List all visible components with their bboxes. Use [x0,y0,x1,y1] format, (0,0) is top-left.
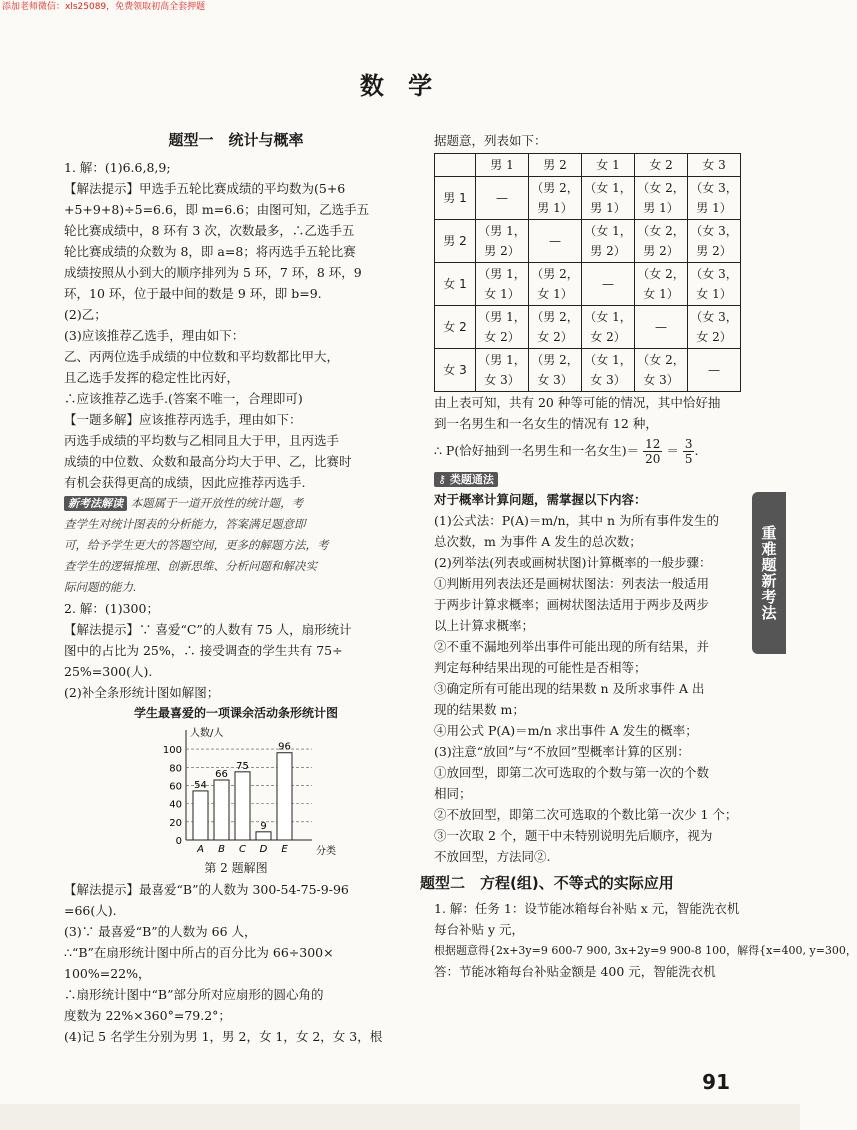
x-tick-label: A [197,844,204,855]
table-cell: （男 2，女 1） [529,263,582,306]
table-header-cell: 男 1 [476,154,529,177]
table-row [435,177,741,220]
answer-line: 【解法提示】甲选手五轮比赛成绩的平均数为(5+6 [64,181,346,196]
table-cell: （女 1，女 2） [582,306,635,349]
table-cell: （女 2，女 3） [635,349,688,392]
footer-strip [0,1104,800,1130]
method-line: 判定每种结果出现的可能性是否相等； [434,660,647,675]
answer-line: 且乙选手发挥的稳定性比丙好， [64,370,240,385]
commentary-line: 可，给予学生更大的答题空间，更多的解题方法，考 [64,538,329,552]
bar-value-label: 96 [278,741,291,753]
y-tick-label: 20 [169,817,182,829]
table-cell: — [529,220,582,263]
page-title: 数 学 [359,72,441,100]
answer-line: 环，10 环，位于最中间的数是 9 环，即 b=9. [64,286,322,301]
answer-line: 丙选手成绩的平均数与乙相同且大于甲，且丙选手 [64,433,340,448]
answer-line: 由上表可知，共有 20 种等可能的情况，其中恰好抽 [434,395,721,410]
method-line: 不放回型，方法同②. [434,849,551,864]
answer-line: (3)应该推荐乙选手，理由如下： [64,328,245,343]
method-line: 现的结果数 m； [434,702,525,717]
x-tick-label: E [281,844,288,855]
answer-line: =66(人). [64,903,117,918]
method-tag-line [434,468,742,489]
row-header: 女 3 [435,349,476,392]
table-cell: （女 3，女 1） [688,263,741,306]
answer-line: 答：节能冰箱每台补贴金额是 400 元，智能洗衣机 [434,964,716,979]
y-axis-label: 人数/人 [190,728,224,739]
answer-line: (3)∵ 最喜爱“B”的人数为 66 人， [64,924,257,939]
table-cell: （男 1，女 3） [476,349,529,392]
y-tick-label: 60 [169,781,182,793]
commentary-line: 查学生的逻辑推理、创新思维、分析问题和解决实 [64,559,317,573]
bar-C [235,772,250,840]
bar-value-label: 66 [215,769,228,780]
left-column [64,130,408,1047]
commentary-line: 新考法解读 本题属于一道开放性的统计题，考 [64,493,408,514]
table-header-cell: 女 3 [688,154,741,177]
answer-line: 图中的占比为 25%，∴ 接受调查的学生共有 75÷ [64,643,343,658]
page-number: 91 [702,1070,730,1094]
row-header: 女 1 [435,263,476,306]
new-method-tag: 新考法解读 [64,496,127,511]
row-header: 女 2 [435,306,476,349]
bar-A [193,791,208,840]
chart-title: 学生最喜爱的一项课余活动条形统计图 [133,706,338,720]
answer-line: (4)记 5 名学生分别为男 1，男 2，女 1，女 2，女 3，根 [64,1029,383,1044]
method-line: ②不放回型，即第二次可选取的个数比第一次少 1 个； [434,807,738,822]
bar-B [214,780,229,840]
outcome-table [434,153,741,392]
answer-line: 2. 解：(1)300； [64,601,159,616]
table-cell: （男 2，女 3） [529,349,582,392]
answer-line: ∴“B”在扇形统计图中所占的百分比为 66÷300× [64,945,334,960]
method-line: (3)注意“放回”与“不放回”型概率计算的区别： [434,744,690,759]
x-tick-label: B [218,844,225,855]
table-row [435,306,741,349]
table-cell: （女 2，女 1） [635,263,688,306]
answer-line: ∴扇形统计图中“B”部分所对应扇形的圆心角的 [64,987,324,1002]
answer-line: 每台补贴 y 元， [434,922,525,937]
table-cell: （男 2，女 2） [529,306,582,349]
table-row [435,263,741,306]
table-cell: — [582,263,635,306]
table-header-row [435,154,741,177]
method-line: 对于概率计算问题，需掌握以下内容： [434,492,647,507]
answer-line: 100%=22%， [64,966,151,981]
answer-line: 到一名男生和一名女生的情况有 12 种， [434,416,658,431]
contact-banner: 添加老师微信：xls25089，免费领取初高全套押题 [2,2,206,12]
bar-value-label: 9 [260,820,267,832]
commentary-line: 查学生对统计图表的分析能力，答案满足题意即 [64,517,306,531]
table-cell: （男 1，女 2） [476,306,529,349]
table-cell: （男 1，女 1） [476,263,529,306]
answer-line: 1. 解：任务 1：设节能冰箱每台补贴 x 元，智能洗衣机 [434,901,740,916]
method-line: 总次数，m 为事件 A 发生的总次数； [434,534,642,549]
table-cell: （女 1，男 2） [582,220,635,263]
x-axis-label: 分类 [316,846,336,857]
table-cell: （女 3，男 2） [688,220,741,263]
table-header-cell [435,154,476,177]
probability-line: ∴ P(恰好抽到一名男生和一名女生)＝ $\frac{12}{20}$ ＝ $\frac{3}{5}$ . [434,437,699,466]
answer-line: 【解法提示】∵ 喜爱“C”的人数有 75 人，扇形统计 [64,622,352,637]
table-cell: — [635,306,688,349]
table-cell: （女 3，女 2） [688,306,741,349]
y-tick-label: 40 [169,799,182,811]
answer-line: 25%=300(人). [64,664,153,679]
answer-line: (2)补全条形统计图如解图； [64,685,220,700]
bar-chart [64,724,408,857]
table-header-cell: 女 1 [582,154,635,177]
method-line: ③确定所有可能出现的结果数 n 及所求事件 A 出 [434,681,705,696]
method-line: ②不重不漏地列举出事件可能出现的所有结果，并 [434,639,710,654]
table-header-cell: 女 2 [635,154,688,177]
method-line: 相同； [434,786,472,801]
bar-value-label: 54 [194,779,207,791]
answer-line: 有机会获得更高的成绩，因此应推荐丙选手. [64,475,306,490]
table-row [435,220,741,263]
key-icon-tag: ⚷ 类题通法 [434,472,498,487]
table-cell: （女 2，男 1） [635,177,688,220]
method-line: ①放回型，即第二次可选取的个数与第一次的个数 [434,765,710,780]
method-line: (1)公式法：P(A)＝m/n，其中 n 为所有事件发生的 [434,513,720,528]
fraction: $\frac{3}{5}$ [684,437,693,466]
method-line: ①判断用列表法还是画树状图法：列表法一般适用 [434,576,710,591]
answer-line: ∴应该推荐乙选手.(答案不唯一，合理即可) [64,391,303,406]
table-cell: （男 2，男 1） [529,177,582,220]
table-row [435,349,741,392]
section-heading-2: 题型二 方程(组)、不等式的实际应用 [420,874,674,892]
row-header: 男 1 [435,177,476,220]
answer-line: 根据题意得{2x+3y=9 600-7 900, 3x+2y=9 900-8 100，解得{x=400, y=300， [434,944,857,957]
table-cell: — [688,349,741,392]
bar-D [256,832,271,840]
bar-E [277,753,292,840]
chart-caption: 第 2 题解图 [204,861,268,875]
table-cell: （男 1，男 2） [476,220,529,263]
answer-line: 成绩按照从小到大的顺序排列为 5 环，7 环，8 环，9 [64,265,362,280]
fraction: $\frac{12}{20}$ [645,437,661,466]
method-line: ④用公式 P(A)＝m/n 求出事件 A 发生的概率； [434,723,698,738]
method-line: 于两步计算求概率；画树状图法适用于两步及两步 [434,597,710,612]
commentary-line: 际问题的能力. [64,580,137,594]
answer-line: +5+9+8)÷5=6.6，即 m=6.6；由图可知，乙选手五 [64,202,370,217]
row-header: 男 2 [435,220,476,263]
y-tick-label: 80 [169,763,182,775]
answer-line: 【解法提示】最喜爱“B”的人数为 300-54-75-9-96 [64,882,349,897]
table-header-cell: 男 2 [529,154,582,177]
table-cell: — [476,177,529,220]
y-tick-label: 100 [162,745,182,757]
method-line: 以上计算求概率； [434,618,535,633]
table-cell: （女 1，女 3） [582,349,635,392]
method-line: ③一次取 2 个，题干中未特别说明先后顺序，视为 [434,828,713,843]
side-tab: 重难题新考法 [752,492,786,654]
x-tick-label: C [239,844,246,855]
table-cell: （女 2，男 2） [635,220,688,263]
bar-value-label: 75 [236,760,249,772]
method-line: (2)列举法(列表或画树状图)计算概率的一般步骤： [434,555,712,570]
table-cell: （女 1，男 1） [582,177,635,220]
table-cell: （女 3，男 1） [688,177,741,220]
answer-line: 轮比赛成绩中，8 环有 3 次，次数最多，∴乙选手五 [64,223,355,238]
section-heading-1: 题型一 统计与概率 [168,131,304,149]
answer-line: 据题意，列表如下： [434,133,547,148]
answer-line: 轮比赛成绩的众数为 8，即 a=8；将丙选手五轮比赛 [64,244,356,259]
answer-line: 度数为 22%×360°=79.2°； [64,1008,231,1023]
answer-line: 【一题多解】应该推荐丙选手，理由如下： [64,412,302,427]
answer-line: 1. 解：(1)6.6,8,9; [64,160,171,175]
answer-line: (2)乙； [64,307,107,322]
answer-line: 成绩的中位数、众数和最高分均大于甲、乙，比赛时 [64,454,352,469]
answer-line: 乙、丙两位选手成绩的中位数和平均数都比甲大， [64,349,340,364]
x-tick-label: D [259,844,268,855]
y-tick-label: 0 [175,836,182,847]
